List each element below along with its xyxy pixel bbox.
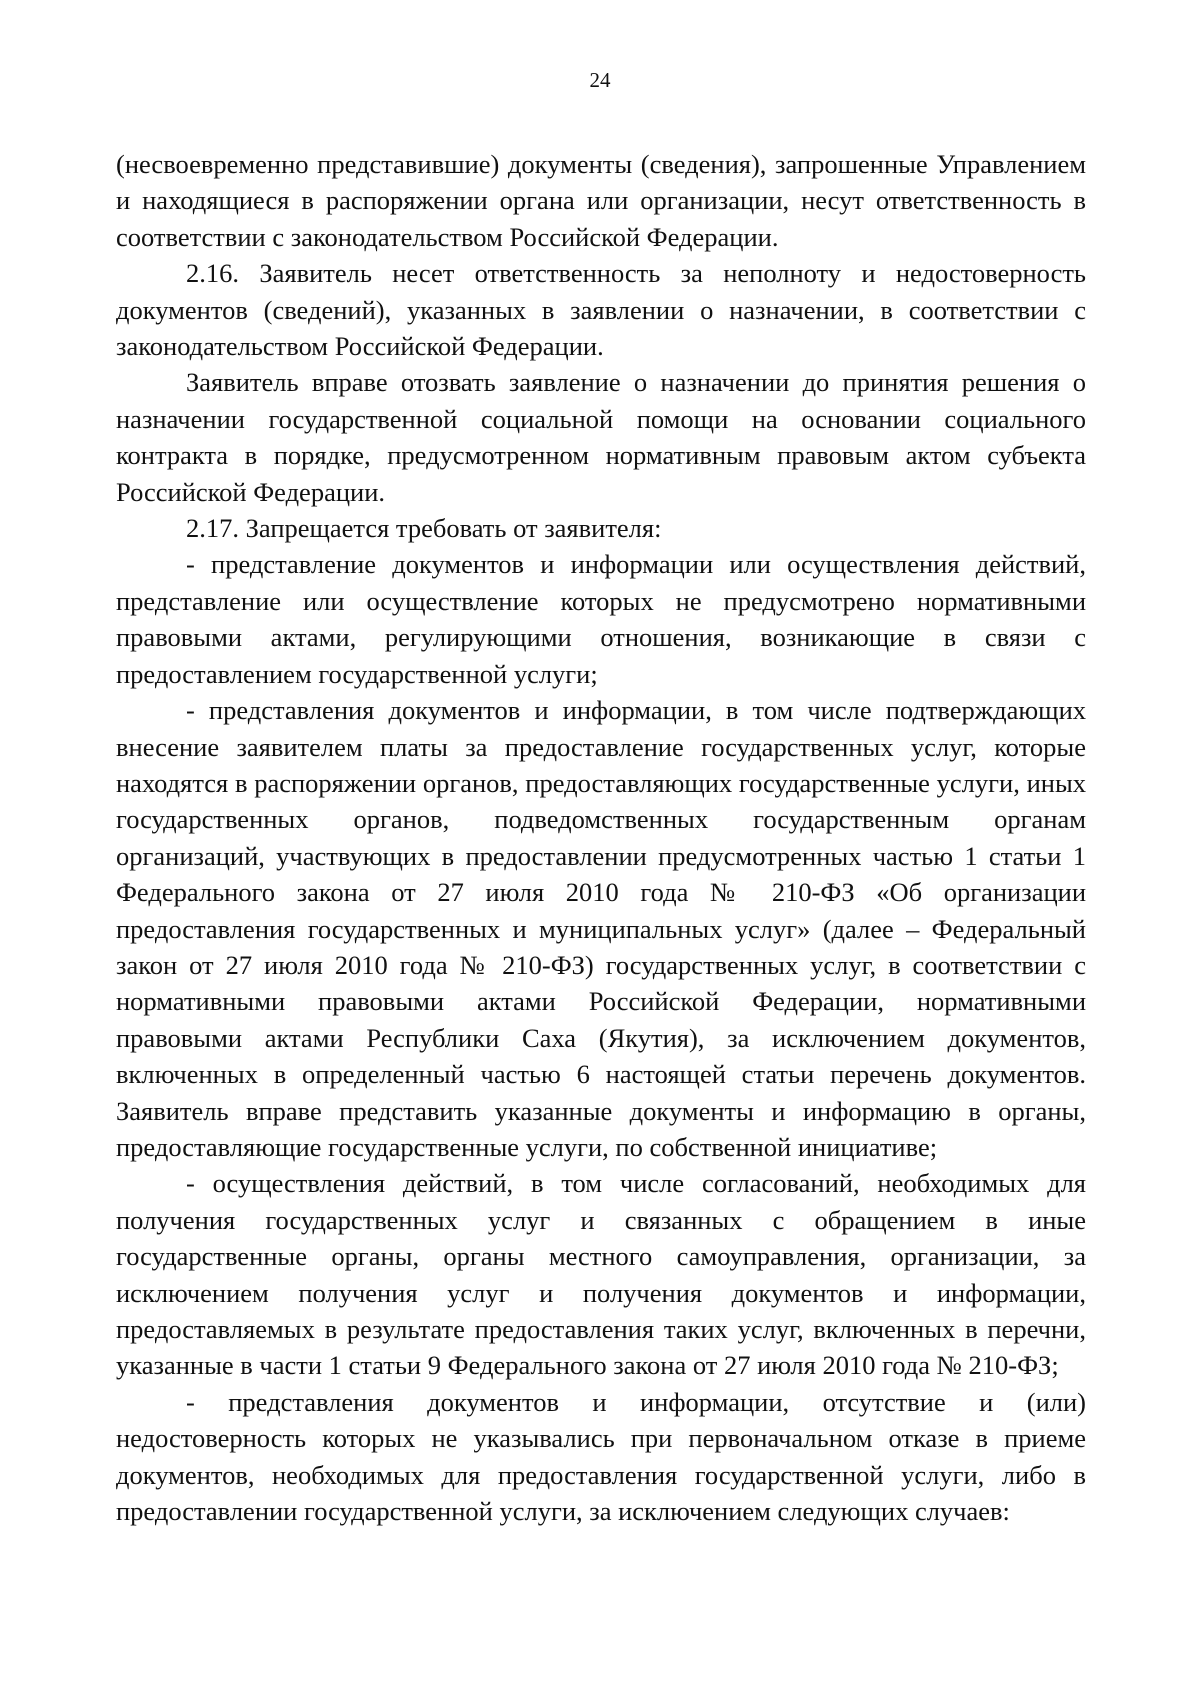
document-body: [116, 146, 1086, 1529]
list-item-documents-in-possession: - представления документов и информации, в том числе подтверждающих внесение заявителем платы за предоставление государственных услуг, которые находятся в распоряжении органов, предоставляющих государственные услуги, иных государственных органов, подведомственных государственным органам организаций, участвующих в предоставлении предусмотренных частью 1 статьи 1 Федерального закона от 27 июля 2010 года № 210-ФЗ «Об организации предоставления государственных и муниципальных услуг» (далее – Федеральный закон от 27 июля 2010 года № 210-ФЗ) государственных услуг, в соответствии с нормативными правовыми актами Российской Федерации, нормативными правовыми актами Республики Саха (Якутия), за исключением документов, включенных в определенный частью 6 настоящей статьи перечень документов. Заявитель вправе представить указанные документы и информацию в органы, предоставляющие государственные услуги, по собственной инициативе;: [116, 695, 1086, 1162]
paragraph-2-16: 2.16. Заявитель несет ответственность за неполноту и недостоверность документов (сведений), указанных в заявлении о назначении, в соответствии с законодательством Российской Федерации.: [116, 258, 1086, 362]
list-item-approvals: - осуществления действий, в том числе согласований, необходимых для получения государственных услуг и связанных с обращением в иные государственные органы, органы местного самоуправления, организации, за исключением получения услуг и получения документов и информации, предоставляемых в результате предоставления таких услуг, включенных в перечни, указанные в части 1 статьи 9 Федерального закона от 27 июля 2010 года № 210-ФЗ;: [116, 1168, 1086, 1381]
paragraph-withdraw-application: Заявитель вправе отозвать заявление о назначении до принятия решения о назначении государственной социальной помощи на основании социального контракта в порядке, предусмотренном нормативным правовым актом субъекта Российской Федерации.: [116, 367, 1086, 507]
list-item-missing-documents: - представления документов и информации, отсутствие и (или) недостоверность которых не указывались при первоначальном отказе в приеме документов, необходимых для предоставления государственной услуги, либо в предоставлении государственной услуги, за исключением следующих случаев:: [116, 1386, 1086, 1527]
page-number: 24: [589, 68, 611, 92]
paragraph-2-17: 2.17. Запрещается требовать от заявителя:: [186, 513, 662, 544]
list-item-not-required-actions: - представление документов и информации или осуществления действий, представление или осуществление которых не предусмотрено нормативными правовыми актами, регулирующими отношения, возникающие в связи с предоставлением государственной услуги;: [116, 549, 1086, 689]
paragraph-continuation: (несвоевременно представившие) документы (сведения), запрошенные Управлением и находящиеся в распоряжении органа или организации, несут ответственность в соответствии с законодательством Российской Федерации.: [116, 149, 1086, 252]
